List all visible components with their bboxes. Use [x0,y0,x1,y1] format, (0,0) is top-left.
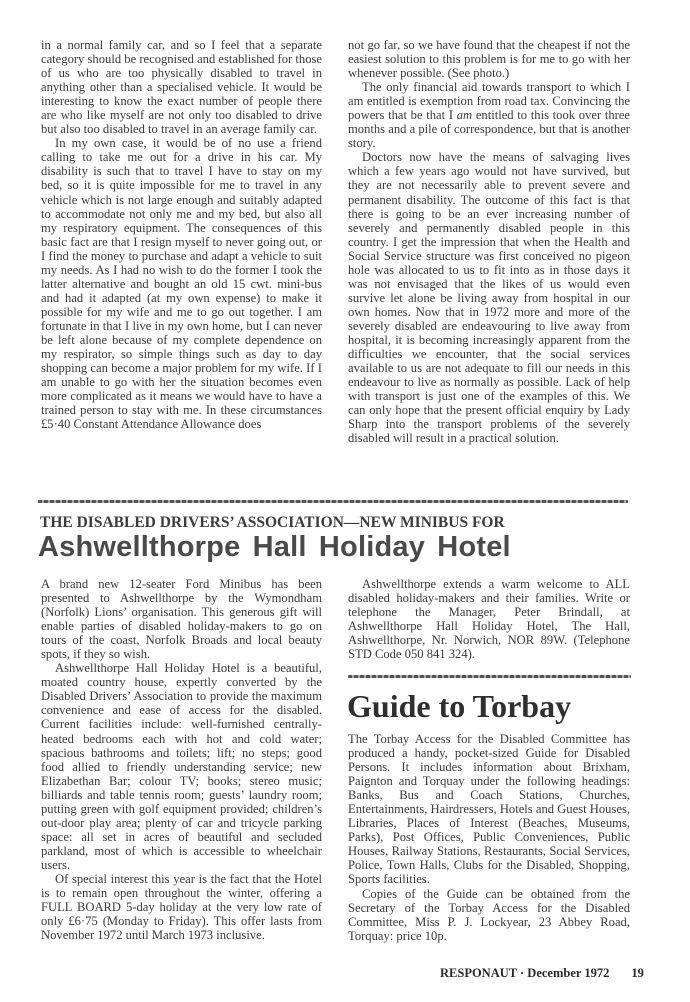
text-run: entitled to this took over three months and a pile of correspondence, but that is another story. [348,108,631,151]
publication-name: RESPONAUT · December 1972 [440,966,610,980]
emphasis-text: am [456,108,473,123]
page-footer [440,966,644,981]
article-top-right-column [348,38,630,445]
paragraph: not go far, so we have found that the cheapest if not the easiest solution to this problem is for me to go with her whenever possible. (See photo.) [348,38,630,81]
section-headline: Ashwellthorpe Hall Holiday Hotel [38,531,511,563]
torbay-divider [348,675,631,678]
paragraph: Of special interest this year is the fact that the Hotel is to remain open throughout the winter, offering a FULL BOARD 5-day holiday at the very low rate of only £6·75 (Monday to Friday). This offer lasts from November 1972 until March 1973 inclusive. [41,871,322,943]
section-divider [38,500,628,503]
ashwellthorpe-right-column [348,577,630,661]
paragraph: Ashwellthorpe extends a warm welcome to ALL disabled holiday-makers and their families. Write or telephone the Manager, Peter Brindall, at Ashwellthorpe Hall Holiday Hotel, The Hall, Ashwellthorpe, Nr. Norwich, NOR 89W. (Telephone STD Code 050 841 324). [348,577,630,662]
paragraph: A brand new 12-seater Ford Minibus has been presented to Ashwellthorpe by the Wymondham (Norfolk) Lions’ organisation. This generous gift will enable parties of disabled holiday-makers to go on tours of the coast, Norfolk Broads and local beauty spots, if they so wish. [41,577,322,662]
paragraph: Ashwellthorpe Hall Holiday Hotel is a beautiful, moated country house, expertly converted by the Disabled Drivers’ Association to provide the maximum convenience and ease of access for the disabled. Current facilities include: well-furnished centrally-heated bedrooms each with hot and cold water; spacious bathrooms and toilets; lift; no steps; good food allied to friendly understanding service; new Elizabethan Bar; colour TV; books; stereo music; billiards and table tennis room; guests’ laundry room; putting green with golf equipment provided; children’s out-door play area; plenty of car and tricycle parking space: all set in acres of beautiful and secluded parkland, most of which is accessible to wheelchair users. [41,661,322,872]
paragraph: in a normal family car, and so I feel that a separate category should be recognised and established for those of us who are too physically disabled to travel in anything other than a specialised vehicle. It would be interesting to know the exact number of people there are who like myself are not only too disabled to drive but also too disabled to travel in an average family car. [41,38,322,137]
paragraph: In my own case, it would be of no use a friend calling to take me out for a drive in his car. My disability is such that to travel I have to stay on my bed, so it is quite impossible for me to travel in any vehicle which is not large enough and suitably adapted to accommodate not only me and my bed, but also all my respiratory equipment. The consequences of this basic fact are that I resign myself to never going out, or I find the money to purchase and adapt a vehicle to suit my needs. As I had no wish to do the former I took the latter alternative and bought an old 15 cwt. mini-bus and had it adapted (at my own expense) to make it possible for my wife and me to go out together. I am fortunate in that I live in my own home, but I can never be left alone because of my complete dependence on my respirator, so simple things such as day to day shopping can become a major problem for my wife. If I am unable to go with her the situation becomes even more complicated as it means we would have to have a trained person to stay with me. In these circumstances £5·40 Constant Attendance Allowance does [41,136,322,432]
paragraph: The Torbay Access for the Disabled Committee has produced a handy, pocket-sized Guide for Disabled Persons. It includes information about Brixham, Paignton and Torquay under the following headings: Banks, Bus and Coach Stations, Churches, Entertainments, Hairdressers, Hotels and Guest Houses, Libraries, Places of Interest (Beaches, Museums, Parks), Post Offices, Public Conveniences, Public Houses, Railway Stations, Restaurants, Social Services, Police, Town Halls, Clubs for the Disabled, Shopping, Sports facilities. [348,732,630,887]
paragraph [348,80,630,150]
article-top-left-column [41,38,322,431]
torbay-column [348,732,630,943]
paragraph: Doctors now have the means of salvaging lives which a few years ago would not have survived, but they are not necessarily able to prevent severe and permanent disability. The outcome of this fact is that there is going to be an ever increasing number of severely and permanently disabled people in this country. I get the impression that when the Health and Social Service structure was first conceived no pigeon hole was allocated to us to fit into as in those days it was not envisaged that the likes of us would even survive let alone be living away from hospital in our own homes. Now that in 1972 more and more of the severely disabled are endeavouring to live away from hospital, it is becoming increasingly apparent from the difficulties we encounter, that the social services available to us are not adequate to fill our needs in this endeavour to live as normally as possible. Lack of help with transport is just one of the examples of this. We can only hope that the present official enquiry by Lady Sharp into the transport problems of the severely disabled will result in a practical solution. [348,150,630,446]
ashwellthorpe-left-column [41,577,322,942]
paragraph: Copies of the Guide can be obtained from the Secretary of the Torbay Access for the Disabled Committee, Miss P. J. Lockyear, 23 Abbey Road, Torquay: price 10p. [348,886,630,943]
text-run: The only financial aid towards transport to which I am entitled is exemption from road tax. Convincing the powers that be that I [348,80,630,123]
torbay-title: Guide to Torbay [347,688,572,724]
page-number: 19 [631,966,644,980]
section-kicker: THE DISABLED DRIVERS’ ASSOCIATION—NEW MINIBUS FOR [40,514,505,531]
